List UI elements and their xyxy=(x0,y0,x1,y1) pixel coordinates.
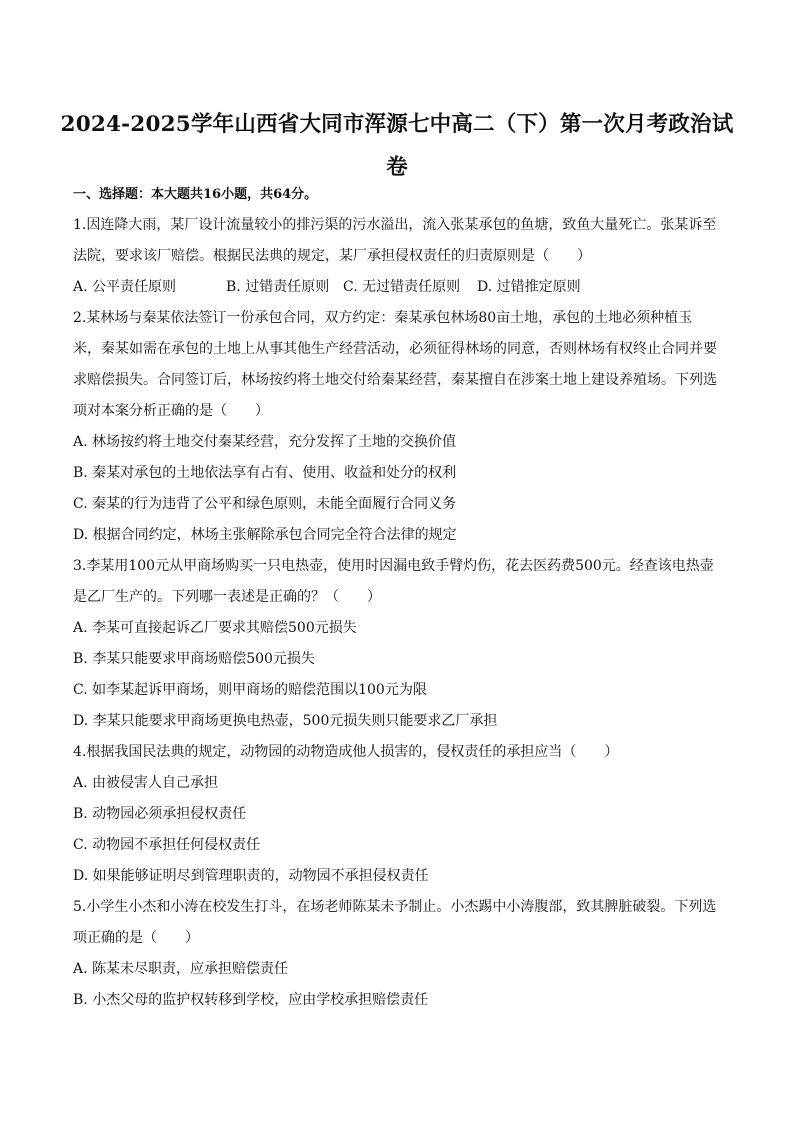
questions-body xyxy=(73,210,723,1016)
question-1-option-d[interactable]: D. 过错推定原则 xyxy=(477,279,581,295)
question-1-line-2: 法院，要求该厂赔偿。根据民法典的规定，某厂承担侵权责任的归责原则是（ ） xyxy=(73,248,591,264)
question-3-option-a[interactable]: A. 李某可直接起诉乙厂要求其赔偿500元损失 xyxy=(73,620,357,636)
question-3 xyxy=(73,551,723,737)
question-4-option-a[interactable]: A. 由被侵害人自己承担 xyxy=(73,775,219,791)
exam-title-line-1: 2024-2025学年山西省大同市浑源七中高二（下）第一次月考政治试 xyxy=(60,112,734,137)
question-1-option-b[interactable]: B. 过错责任原则 xyxy=(226,279,330,295)
question-4-line-1: 4.根据我国民法典的规定，动物园的动物造成他人损害的，侵权责任的承担应当（ ） xyxy=(73,744,619,760)
question-4 xyxy=(73,737,723,892)
question-2-line-1: 2.某林场与秦某依法签订一份承包合同，双方约定：秦某承包林场80亩土地，承包的土地必须种植玉 xyxy=(73,310,693,326)
question-2-option-a[interactable]: A. 林场按约将土地交付秦某经营，充分发挥了土地的交换价值 xyxy=(73,434,457,450)
question-5 xyxy=(73,892,723,1016)
question-1-option-a[interactable]: A. 公平责任原则 xyxy=(73,279,177,295)
question-3-line-1: 3.李某用100元从甲商场购买一只电热壶，使用时因漏电致手臂灼伤，花去医药费500元。经查该电热壶 xyxy=(73,558,714,574)
question-4-option-d[interactable]: D. 如果能够证明尽到管理职责的，动物园不承担侵权责任 xyxy=(73,868,429,884)
exam-title-line-2: 卷 xyxy=(386,155,408,180)
question-2-option-c[interactable]: C. 秦某的行为违背了公平和绿色原则，未能全面履行合同义务 xyxy=(73,496,457,512)
question-4-option-b[interactable]: B. 动物园必须承担侵权责任 xyxy=(73,806,247,822)
question-2 xyxy=(73,303,723,551)
question-1-option-c[interactable]: C. 无过错责任原则 xyxy=(343,279,461,295)
question-2-line-4: 项对本案分析正确的是（ ） xyxy=(73,403,269,419)
exam-title xyxy=(60,103,734,189)
question-5-option-b[interactable]: B. 小杰父母的监护权转移到学校，应由学校承担赔偿责任 xyxy=(73,992,429,1008)
question-1-options xyxy=(73,272,723,303)
question-1 xyxy=(73,210,723,303)
question-3-option-c[interactable]: C. 如李某起诉甲商场，则甲商场的赔偿范围以100元为限 xyxy=(73,682,427,698)
question-2-option-b[interactable]: B. 秦某对承包的土地依法享有占有、使用、收益和处分的权利 xyxy=(73,465,457,481)
question-2-option-d[interactable]: D. 根据合同约定，林场主张解除承包合同完全符合法律的规定 xyxy=(73,527,457,543)
question-4-option-c[interactable]: C. 动物园不承担任何侵权责任 xyxy=(73,837,261,853)
question-1-line-1: 1.因连降大雨，某厂设计流量较小的排污渠的污水溢出，流入张某承包的鱼塘，致鱼大量死亡。张某诉至 xyxy=(73,217,717,233)
section-heading: 一、选择题：本大题共16小题，共64分。 xyxy=(73,187,318,202)
question-3-option-d[interactable]: D. 李某只能要求甲商场更换电热壶，500元损失则只能要求乙厂承担 xyxy=(73,713,498,729)
question-3-line-2: 是乙厂生产的。下列哪一表述是正确的？（ ） xyxy=(73,589,381,605)
question-2-line-2: 米，秦某如需在承包的土地上从事其他生产经营活动，必须征得林场的同意，否则林场有权终止合同并要 xyxy=(73,341,717,357)
question-5-line-1: 5.小学生小杰和小涛在校发生打斗，在场老师陈某未予制止。小杰踢中小涛腹部，致其脾脏破裂。下列选 xyxy=(73,899,717,915)
question-2-line-3: 求赔偿损失。合同签订后，林场按约将土地交付给秦某经营，秦某擅自在涉案土地上建设养殖场。下列选 xyxy=(73,372,717,388)
question-3-option-b[interactable]: B. 李某只能要求甲商场赔偿500元损失 xyxy=(73,651,315,667)
question-5-line-2: 项正确的是（ ） xyxy=(73,930,199,946)
question-5-option-a[interactable]: A. 陈某未尽职责，应承担赔偿责任 xyxy=(73,961,289,977)
